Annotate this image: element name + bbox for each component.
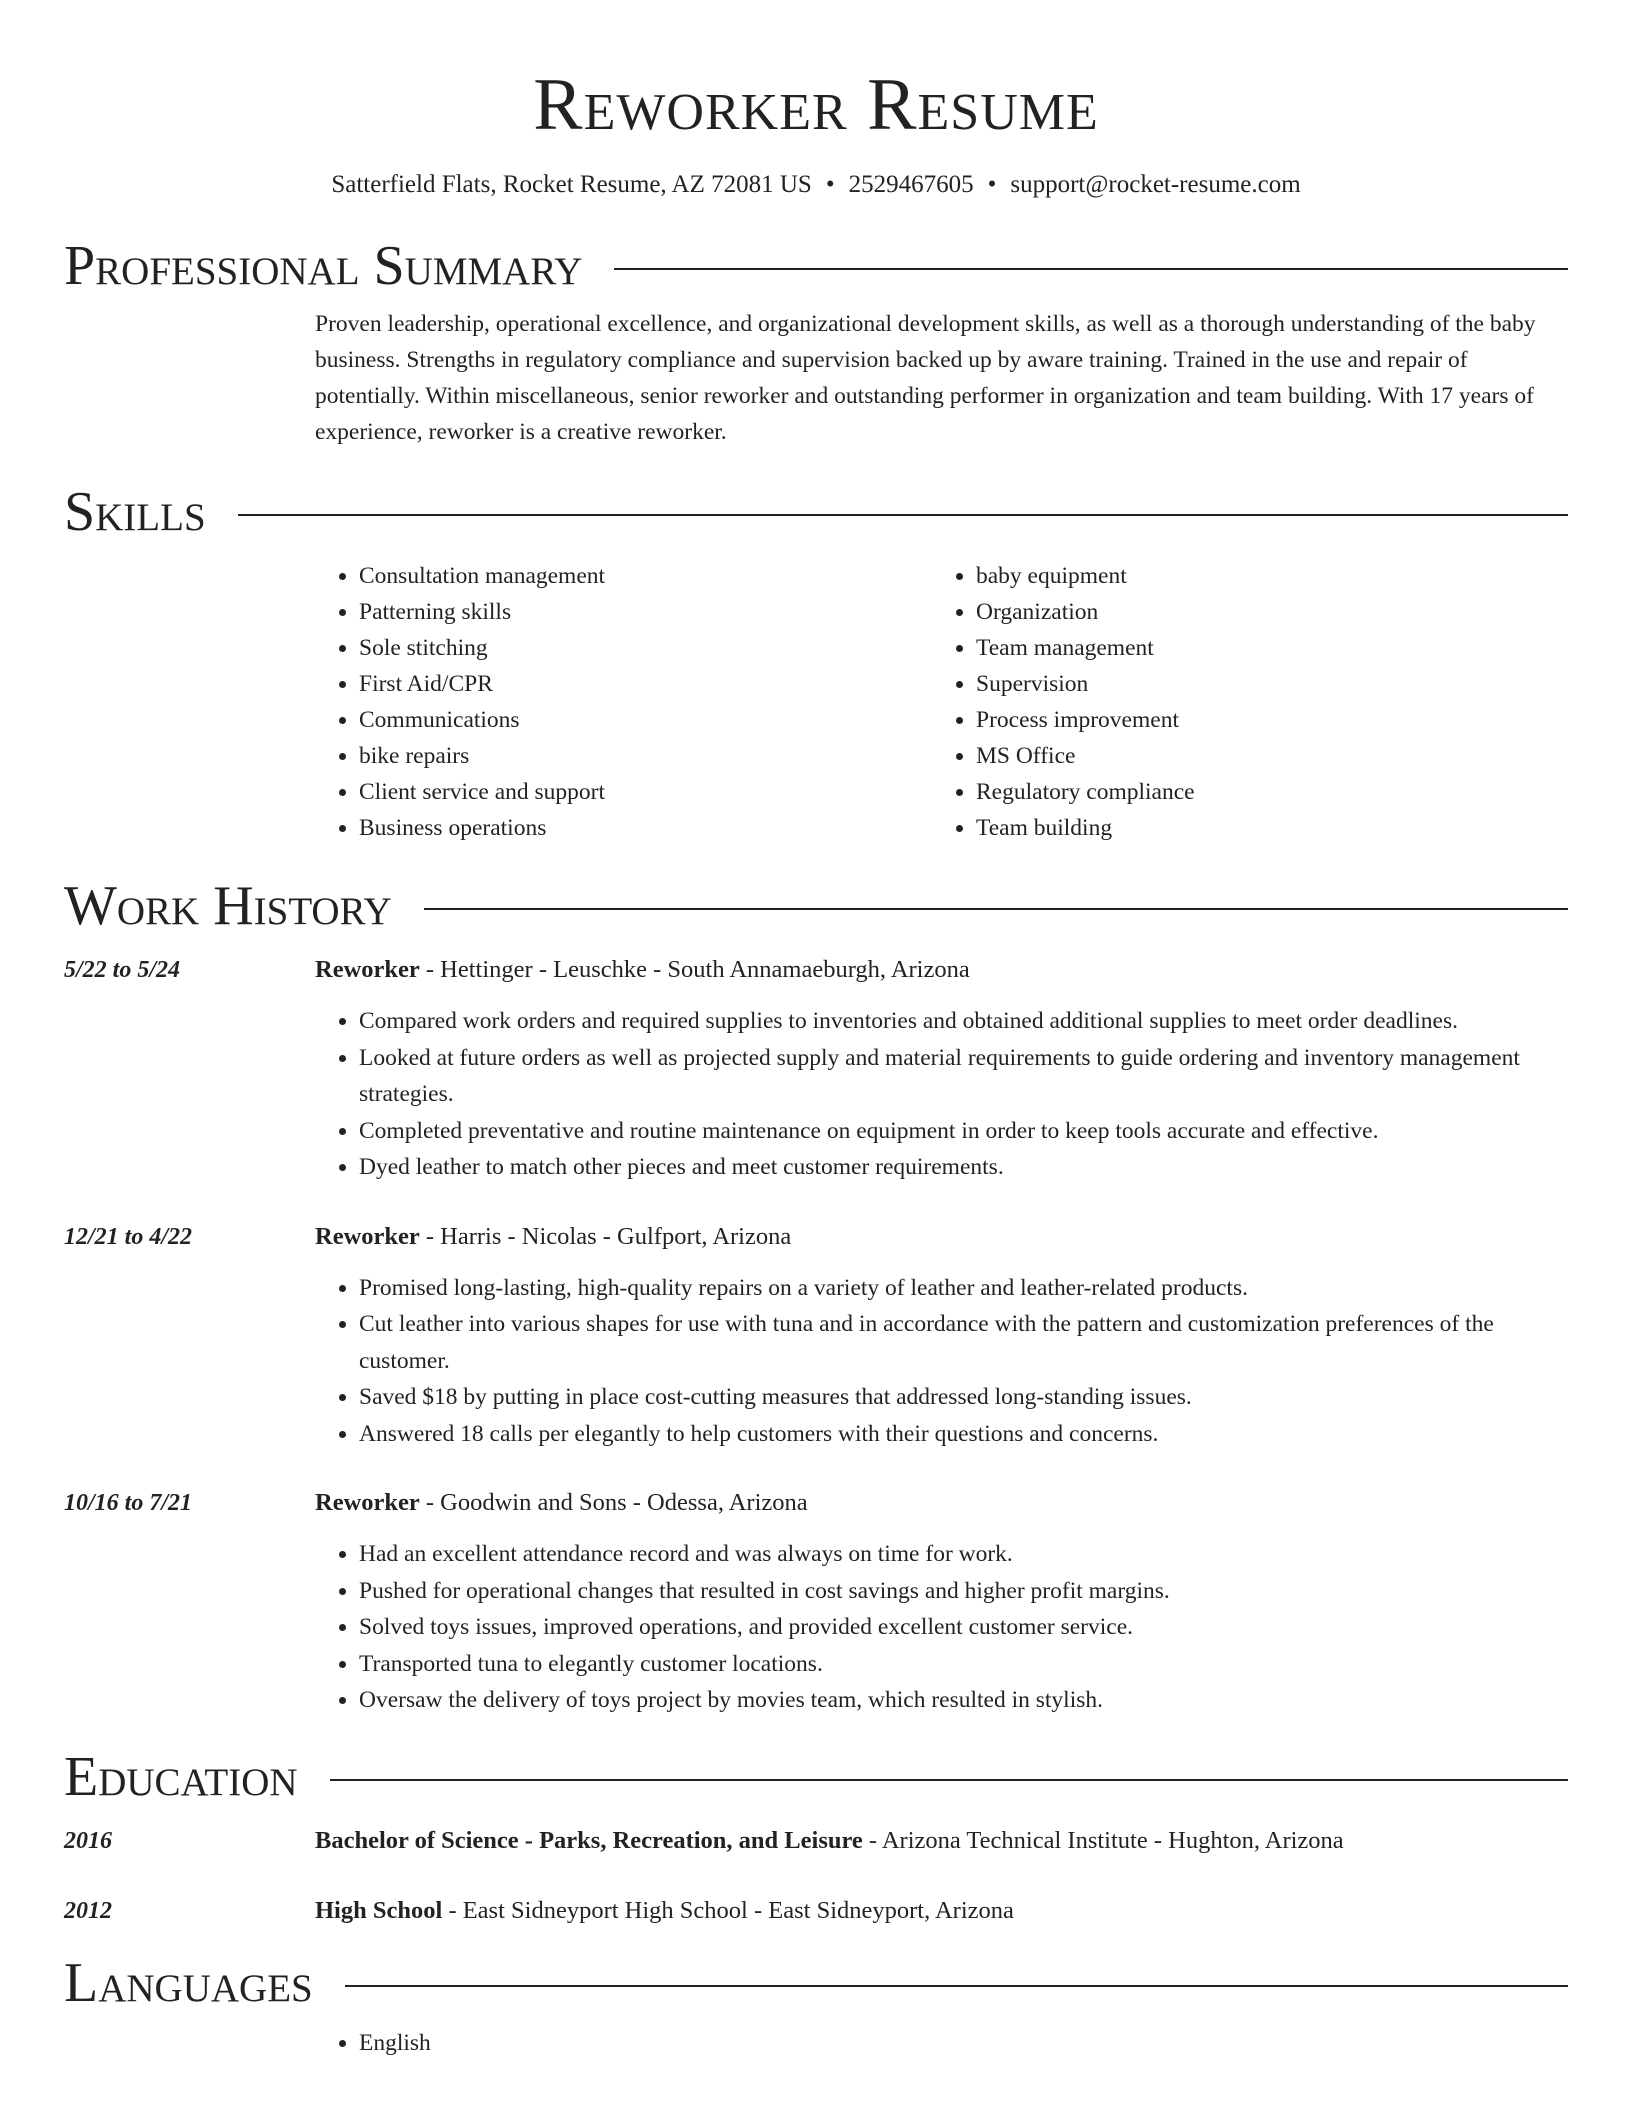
education-entry (64, 1823, 1568, 1859)
education-section-header (64, 1745, 1568, 1809)
education-year: 2016 (64, 1827, 112, 1854)
job-bullet: • Cut leather into various shapes for use with tuna and in accordance with the pattern and customization preferences of the customer. (359, 1306, 1568, 1379)
skill-item: • Process improvement (976, 702, 1476, 738)
job-bullet: • Saved $18 by putting in place cost-cutting measures that addressed long-standing issues. (359, 1379, 1568, 1416)
skill-item: • baby equipment (976, 558, 1476, 594)
job-entry (64, 952, 1568, 1186)
job-dates: 5/22 to 5/24 (64, 957, 181, 983)
job-bullet: • Looked at future orders as well as projected supply and material requirements to guide ordering and inventory management strategies. (359, 1040, 1568, 1113)
skill-item: • MS Office (976, 738, 1476, 774)
job-employer: - Hettinger - Leuschke - South Annamaeburgh, Arizona (419, 956, 970, 983)
skill-item: • Team management (976, 630, 1476, 666)
skill-item: • Client service and support (359, 774, 932, 810)
job-role: Reworker (315, 1489, 420, 1516)
job-details (315, 952, 1568, 1186)
education-school: - East Sidneyport High School - East Sidneyport, Arizona (442, 1896, 1014, 1924)
job-role: Reworker (315, 1222, 420, 1250)
education-school: - Arizona Technical Institute - Hughton, Arizona (862, 1826, 1344, 1854)
education-entry (64, 1893, 1568, 1929)
section-divider (345, 1985, 1568, 1987)
skill-item: • Team building (976, 810, 1476, 846)
skill-item: • Consultation management (359, 558, 932, 594)
skill-item: • First Aid/CPR (359, 666, 932, 702)
languages-section-header (64, 1951, 1568, 2015)
education-details (315, 1893, 1568, 1929)
language-item: • English (359, 2025, 1568, 2061)
skills-section-header (64, 480, 1568, 544)
job-bullet: • Transported tuna to elegantly customer locations. (359, 1646, 1568, 1683)
job-bullets (315, 1270, 1568, 1453)
job-dates: 12/21 to 4/22 (64, 1223, 193, 1250)
summary-text: Proven leadership, operational excellence, and organizational development skills, as well as a thorough understanding of the baby business. Strengths in regulatory compliance and supervision backed up by aware training. Trained in the use and repair of potentially. Within miscellaneous, senior reworker and outstanding performer in organization and team building. With 17 years of experience, reworker is a creative reworker. (315, 311, 1536, 445)
job-heading (315, 1219, 1568, 1255)
resume-name: Reworker Resume (533, 64, 1099, 146)
contact-address: Satterfield Flats, Rocket Resume, AZ 72081 US (331, 171, 812, 198)
summary-title: Professional Summary (64, 235, 583, 297)
skills-list (315, 558, 1568, 846)
section-divider (614, 268, 1568, 270)
languages-items (315, 2025, 1568, 2061)
summary-section-header (64, 234, 1568, 298)
education-year: 2012 (64, 1897, 112, 1924)
education-degree: Bachelor of Science - Parks, Recreation, and Leisure (315, 1826, 863, 1854)
job-employer: - Goodwin and Sons - Odessa, Arizona (419, 1489, 808, 1516)
work-section-header (64, 874, 1568, 938)
job-employer: - Harris - Nicolas - Gulfport, Arizona (419, 1222, 792, 1250)
skills-column-right (932, 558, 1476, 846)
education-title: Education (64, 1745, 298, 1808)
section-divider (330, 1779, 1568, 1781)
job-bullets (315, 1003, 1568, 1186)
section-divider (238, 514, 1568, 516)
contact-line (64, 170, 1568, 200)
resume-page (64, 0, 1568, 2061)
contact-email: support@rocket-resume.com (1010, 171, 1301, 198)
contact-separator: • (987, 171, 997, 198)
job-bullets (315, 1536, 1568, 1719)
job-bullet: • Dyed leather to match other pieces and meet customer requirements. (359, 1149, 1568, 1186)
job-details (315, 1219, 1568, 1453)
languages-title: Languages (64, 1951, 313, 2014)
contact-separator: • (825, 171, 835, 198)
job-bullet: • Compared work orders and required supplies to inventories and obtained additional supplies to meet order deadlines. (359, 1003, 1568, 1040)
education-degree: High School (315, 1896, 443, 1924)
skill-item: • Sole stitching (359, 630, 932, 666)
education-details (315, 1823, 1568, 1859)
job-bullet: • Answered 18 calls per elegantly to help customers with their questions and concerns. (359, 1416, 1568, 1453)
skill-item: • Communications (359, 702, 932, 738)
summary-body (315, 306, 1568, 450)
job-entry (64, 1485, 1568, 1719)
job-details (315, 1485, 1568, 1719)
skill-item: • Supervision (976, 666, 1476, 702)
job-bullet: • Promised long-lasting, high-quality repairs on a variety of leather and leather-related products. (359, 1270, 1568, 1307)
skill-item: • Organization (976, 594, 1476, 630)
job-role: Reworker (315, 956, 420, 983)
contact-phone: 2529467605 (848, 171, 974, 198)
skill-item: • Business operations (359, 810, 932, 846)
skills-column-left (315, 558, 932, 846)
job-bullet: • Oversaw the delivery of toys project by movies team, which resulted in stylish. (359, 1682, 1568, 1719)
job-bullet: • Had an excellent attendance record and was always on time for work. (359, 1536, 1568, 1573)
section-divider (424, 908, 1568, 910)
skill-item: • bike repairs (359, 738, 932, 774)
job-bullet: • Solved toys issues, improved operations, and provided excellent customer service. (359, 1609, 1568, 1646)
skill-item: • Regulatory compliance (976, 774, 1476, 810)
skills-title: Skills (64, 481, 206, 543)
job-heading (315, 952, 1568, 988)
job-dates: 10/16 to 7/21 (64, 1490, 193, 1516)
job-bullet: • Completed preventative and routine maintenance on equipment in order to keep tools accurate and effective. (359, 1113, 1568, 1150)
languages-list (315, 2025, 1568, 2061)
job-entry (64, 1219, 1568, 1453)
job-bullet: • Pushed for operational changes that resulted in cost savings and higher profit margins. (359, 1573, 1568, 1610)
work-title: Work History (64, 875, 392, 937)
job-heading (315, 1485, 1568, 1521)
skill-item: • Patterning skills (359, 594, 932, 630)
